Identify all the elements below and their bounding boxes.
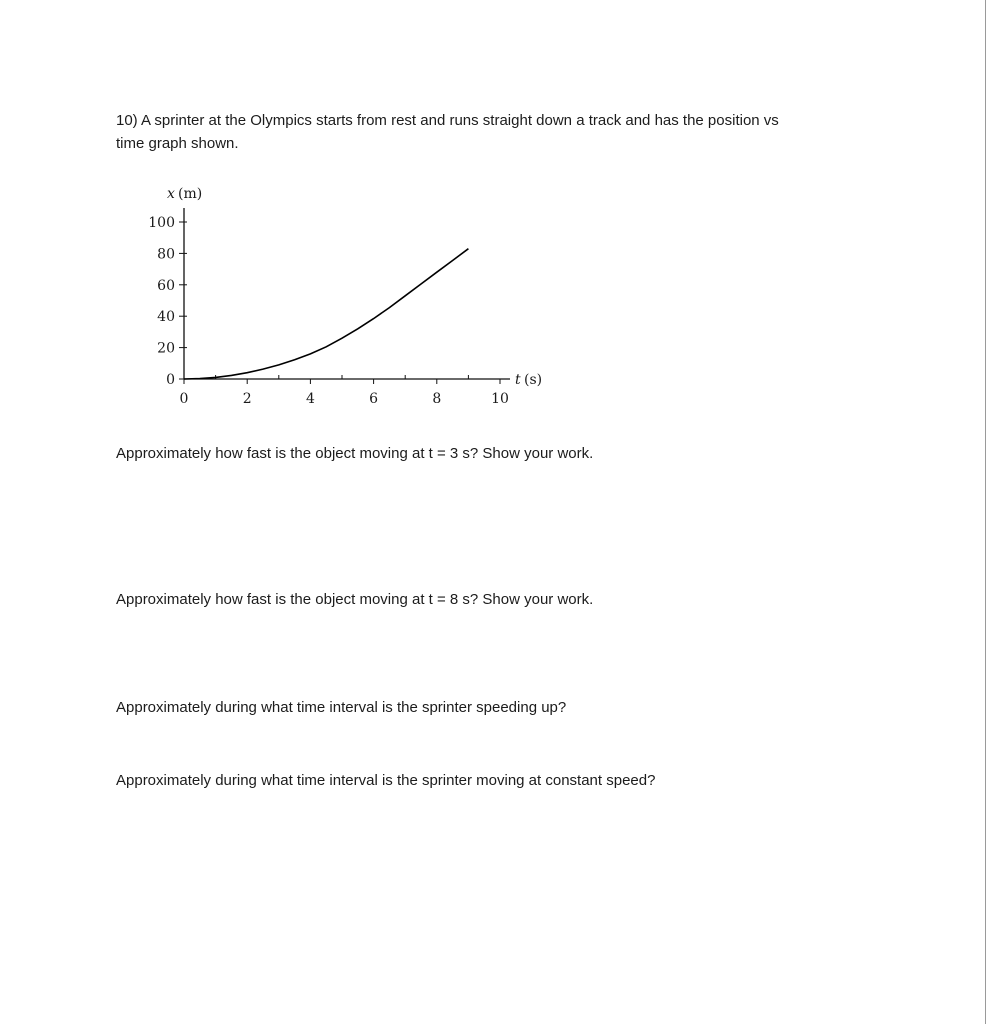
question-intro-line1: 10) A sprinter at the Olympics starts from rest and runs straight down a track and has the position vs <box>116 112 779 129</box>
x-tick-label: 10 <box>491 391 509 407</box>
y-tick-label: 100 <box>148 215 175 231</box>
x-tick-label: 2 <box>242 391 252 407</box>
position-curve <box>184 249 468 379</box>
y-tick-label: 80 <box>157 246 175 263</box>
question-speed-t8: Approximately how fast is the object moving at t = 8 s? Show your work. <box>116 591 594 608</box>
x-axis-unit: (s) <box>524 372 543 388</box>
y-axis-var: x <box>167 186 175 202</box>
position-time-chart <box>130 180 570 420</box>
x-tick-label: 0 <box>179 391 189 407</box>
position-time-graph <box>130 180 570 425</box>
question-speed-t3: Approximately how fast is the object moving at t = 3 s? Show your work. <box>116 445 594 462</box>
y-tick-label: 20 <box>157 340 175 357</box>
y-tick-label: 0 <box>166 372 175 388</box>
x-tick-label: 4 <box>305 391 315 407</box>
x-tick-label: 8 <box>432 391 442 407</box>
x-ticks <box>180 379 509 407</box>
y-tick-label: 60 <box>157 277 175 294</box>
question-constant-speed-interval: Approximately during what time interval is the sprinter moving at constant speed? <box>116 772 656 789</box>
y-axis-unit: (m) <box>178 186 203 202</box>
page-edge-line <box>985 0 986 1024</box>
question-intro <box>116 109 779 155</box>
x-tick-label: 6 <box>369 391 379 407</box>
x-axis-var: t <box>515 372 521 388</box>
y-tick-label: 40 <box>157 309 175 326</box>
question-intro-line2: time graph shown. <box>116 135 239 152</box>
y-ticks <box>148 215 187 388</box>
question-speeding-up-interval: Approximately during what time interval is the sprinter speeding up? <box>116 699 567 716</box>
